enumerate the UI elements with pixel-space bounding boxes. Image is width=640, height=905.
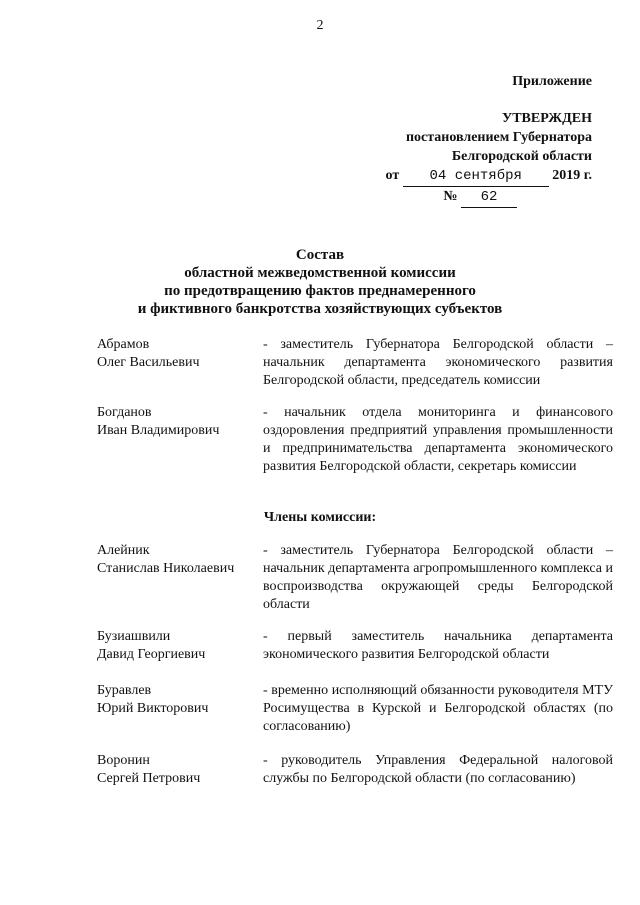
person-name (97, 404, 257, 440)
date-year: 2019 г. (552, 168, 592, 183)
person-role: - первый заместитель начальника департамента экономического развития Белгородской области (263, 629, 613, 662)
person-role: - заместитель Губернатора Белгородской области – начальник департамента агропромышленного комплекса и воспроизводства окружающей среды Белгородской области (263, 543, 613, 612)
approved-label: УТВЕРЖДЕН (501, 111, 592, 126)
person-role: - руководитель Управления Федеральной налоговой службы по Белгородской области (по согласованию) (263, 753, 613, 786)
approved-by-line1: постановлением Губернатора (405, 130, 592, 145)
approval-block (330, 72, 592, 208)
person-given-names: Олег Васильевич (97, 355, 200, 370)
approval-number-line (330, 187, 517, 208)
person-surname: Абрамов (97, 337, 150, 352)
person-role: - заместитель Губернатора Белгородской области – начальник департамента экономического развития Белгородской области, председатель комиссии (263, 337, 613, 388)
person-surname: Буравлев (97, 683, 152, 698)
page-number: 2 (316, 18, 324, 33)
person-given-names: Иван Владимирович (97, 423, 220, 438)
date-value: 04 сентября (403, 167, 549, 187)
person-surname: Богданов (97, 405, 152, 420)
date-prefix: от (385, 168, 400, 183)
person-surname: Бузиашвили (97, 629, 171, 644)
document-title (0, 246, 640, 318)
person-name (97, 682, 257, 718)
approval-date-line (330, 166, 592, 187)
members-heading: Члены комиссии: (263, 510, 377, 525)
approved-by-line2: Белгородской области (451, 149, 592, 164)
title-line-1: Состав (295, 247, 345, 263)
person-name (97, 628, 257, 664)
person-surname: Воронин (97, 753, 150, 768)
title-line-3: по предотвращению фактов преднамеренного (164, 283, 476, 299)
person-given-names: Станислав Николаевич (97, 561, 235, 576)
person-given-names: Сергей Петрович (97, 771, 201, 786)
title-line-4: и фиктивного банкротства хозяйствующих субъектов (137, 301, 503, 317)
title-line-2: областной межведомственной комиссии (184, 265, 456, 281)
person-role: - начальник отдела мониторинга и финансового оздоровления предприятий управления промышленности и предпринимательства департамента экономического развития Белгородской области, секретарь комиссии (263, 405, 613, 474)
person-name (97, 752, 257, 788)
person-role: - временно исполняющий обязанности руководителя МТУ Росимущества в Курской и Белгородской областях (по согласованию) (263, 683, 613, 734)
number-prefix: № (443, 189, 458, 204)
person-name (97, 336, 257, 372)
number-value: 62 (461, 188, 517, 208)
person-given-names: Давид Георгиевич (97, 647, 206, 662)
person-surname: Алейник (97, 543, 150, 558)
appendix-heading: Приложение (512, 74, 592, 89)
person-given-names: Юрий Викторович (97, 701, 209, 716)
person-name (97, 542, 257, 578)
